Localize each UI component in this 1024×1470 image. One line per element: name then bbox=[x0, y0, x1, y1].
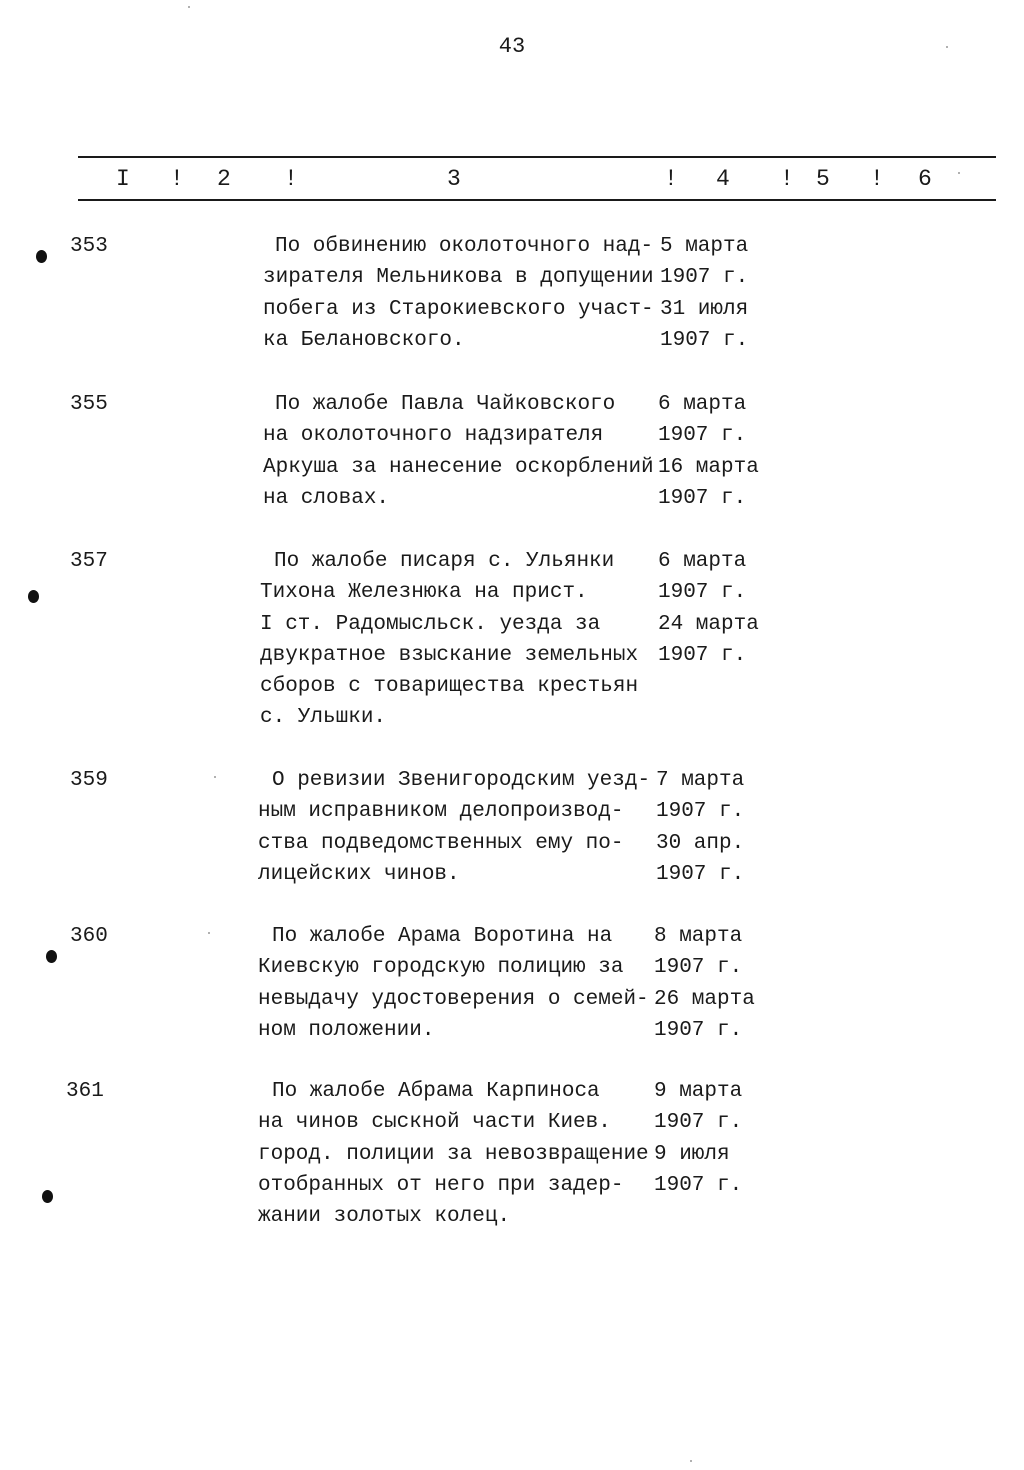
year-end: 1907 г. bbox=[658, 643, 747, 667]
record-number: 359 bbox=[70, 769, 108, 792]
record-description bbox=[260, 546, 670, 734]
date-start: 5 марта bbox=[660, 235, 749, 258]
date-start: 9 марта bbox=[654, 1080, 743, 1103]
year-end: 1907 г. bbox=[654, 1018, 743, 1042]
record-description bbox=[258, 765, 668, 890]
column-header-4: 4 bbox=[716, 166, 730, 192]
year-end: 1907 г. bbox=[660, 328, 749, 352]
scan-speck bbox=[690, 1460, 692, 1462]
year-end: 1907 г. bbox=[654, 1173, 743, 1197]
punch-hole bbox=[36, 250, 47, 263]
year-end: 1907 г. bbox=[658, 486, 747, 510]
scan-speck bbox=[946, 46, 948, 48]
description-line: зирателя Мельникова в допущении bbox=[263, 266, 654, 290]
punch-hole bbox=[28, 590, 39, 603]
punch-hole bbox=[46, 950, 57, 963]
record-description bbox=[263, 231, 673, 356]
year-start: 1907 г. bbox=[654, 956, 743, 980]
record-description bbox=[258, 921, 668, 1046]
description-line: отобранных от него при задер- bbox=[258, 1173, 624, 1197]
column-header-1: I bbox=[116, 166, 130, 192]
date-start: 6 марта bbox=[658, 393, 747, 416]
record-number: 355 bbox=[70, 393, 108, 416]
column-header-3: 3 bbox=[447, 166, 461, 192]
description-line: По жалобе Павла Чайковского bbox=[275, 393, 616, 416]
description-line: невыдачу удостоверения о семей- bbox=[258, 987, 649, 1011]
column-separator: ! bbox=[170, 166, 184, 192]
description-line: ным исправником делопроизвод- bbox=[258, 800, 624, 824]
column-header-2: 2 bbox=[217, 166, 231, 192]
record-description bbox=[263, 389, 673, 514]
column-separator: ! bbox=[664, 166, 678, 192]
description-line: По жалобе Абрама Карпиноса bbox=[272, 1080, 600, 1103]
description-line: Тихона Железнюка на прист. bbox=[260, 581, 588, 605]
description-line: Киевскую городскую полицию за bbox=[258, 956, 624, 980]
date-start: 6 марта bbox=[658, 550, 747, 573]
header-bottom-rule bbox=[78, 199, 996, 201]
scan-speck bbox=[188, 6, 190, 8]
description-line: на словах. bbox=[263, 486, 390, 510]
date-end: 9 июля bbox=[654, 1142, 730, 1166]
column-separator: ! bbox=[284, 166, 298, 192]
description-line: лицейских чинов. bbox=[258, 862, 460, 886]
description-line: ка Белановского. bbox=[263, 328, 465, 352]
description-line: побега из Старокиевского участ- bbox=[263, 297, 654, 321]
record-dates bbox=[656, 765, 796, 890]
description-line: О ревизии Звенигородским уезд- bbox=[272, 769, 651, 792]
record-dates bbox=[654, 921, 794, 1046]
description-line: двукратное взыскание земельных bbox=[260, 643, 639, 667]
record-number: 360 bbox=[70, 925, 108, 948]
date-end: 24 марта bbox=[658, 612, 759, 636]
column-separator: ! bbox=[870, 166, 884, 192]
year-end: 1907 г. bbox=[656, 862, 745, 886]
description-line: По обвинению околоточного над- bbox=[275, 235, 654, 258]
description-line: I ст. Радомысльск. уезда за bbox=[260, 612, 601, 636]
year-start: 1907 г. bbox=[658, 424, 747, 448]
scan-speck bbox=[958, 172, 960, 174]
page-number: 43 bbox=[498, 34, 526, 59]
date-start: 8 марта bbox=[654, 925, 743, 948]
scan-speck bbox=[214, 776, 216, 778]
record-number: 353 bbox=[70, 235, 108, 258]
description-line: Аркуша за нанесение оскорблений bbox=[263, 455, 654, 479]
description-line: сборов с товарищества крестьян bbox=[260, 675, 639, 699]
column-header-5: 5 bbox=[816, 166, 830, 192]
description-line: на чинов сыскной части Киев. bbox=[258, 1111, 611, 1135]
date-start: 7 марта bbox=[656, 769, 745, 792]
punch-hole bbox=[42, 1190, 53, 1203]
record-dates bbox=[658, 546, 798, 671]
column-separator: ! bbox=[780, 166, 794, 192]
column-header-6: 6 bbox=[918, 166, 932, 192]
record-number: 357 bbox=[70, 550, 108, 573]
description-line: ном положении. bbox=[258, 1018, 435, 1042]
description-line: жании золотых колец. bbox=[258, 1205, 511, 1229]
header-top-rule bbox=[78, 156, 996, 158]
record-dates bbox=[654, 1076, 794, 1201]
year-start: 1907 г. bbox=[656, 800, 745, 824]
year-start: 1907 г. bbox=[654, 1111, 743, 1135]
description-line: По жалобе Арама Воротина на bbox=[272, 925, 613, 948]
year-start: 1907 г. bbox=[658, 581, 747, 605]
record-description bbox=[258, 1076, 668, 1232]
date-end: 26 марта bbox=[654, 987, 755, 1011]
description-line: ства подведомственных ему по- bbox=[258, 831, 624, 855]
description-line: на околоточного надзирателя bbox=[263, 424, 604, 448]
description-line: город. полиции за невозвращение bbox=[258, 1142, 649, 1166]
scan-speck bbox=[208, 932, 210, 934]
date-end: 30 апр. bbox=[656, 831, 745, 855]
record-number: 361 bbox=[66, 1080, 104, 1103]
record-dates bbox=[660, 231, 800, 356]
description-line: По жалобе писаря с. Ульянки bbox=[274, 550, 615, 573]
date-end: 31 июля bbox=[660, 297, 749, 321]
year-start: 1907 г. bbox=[660, 266, 749, 290]
record-dates bbox=[658, 389, 798, 514]
date-end: 16 марта bbox=[658, 455, 759, 479]
description-line: с. Ульшки. bbox=[260, 706, 387, 730]
